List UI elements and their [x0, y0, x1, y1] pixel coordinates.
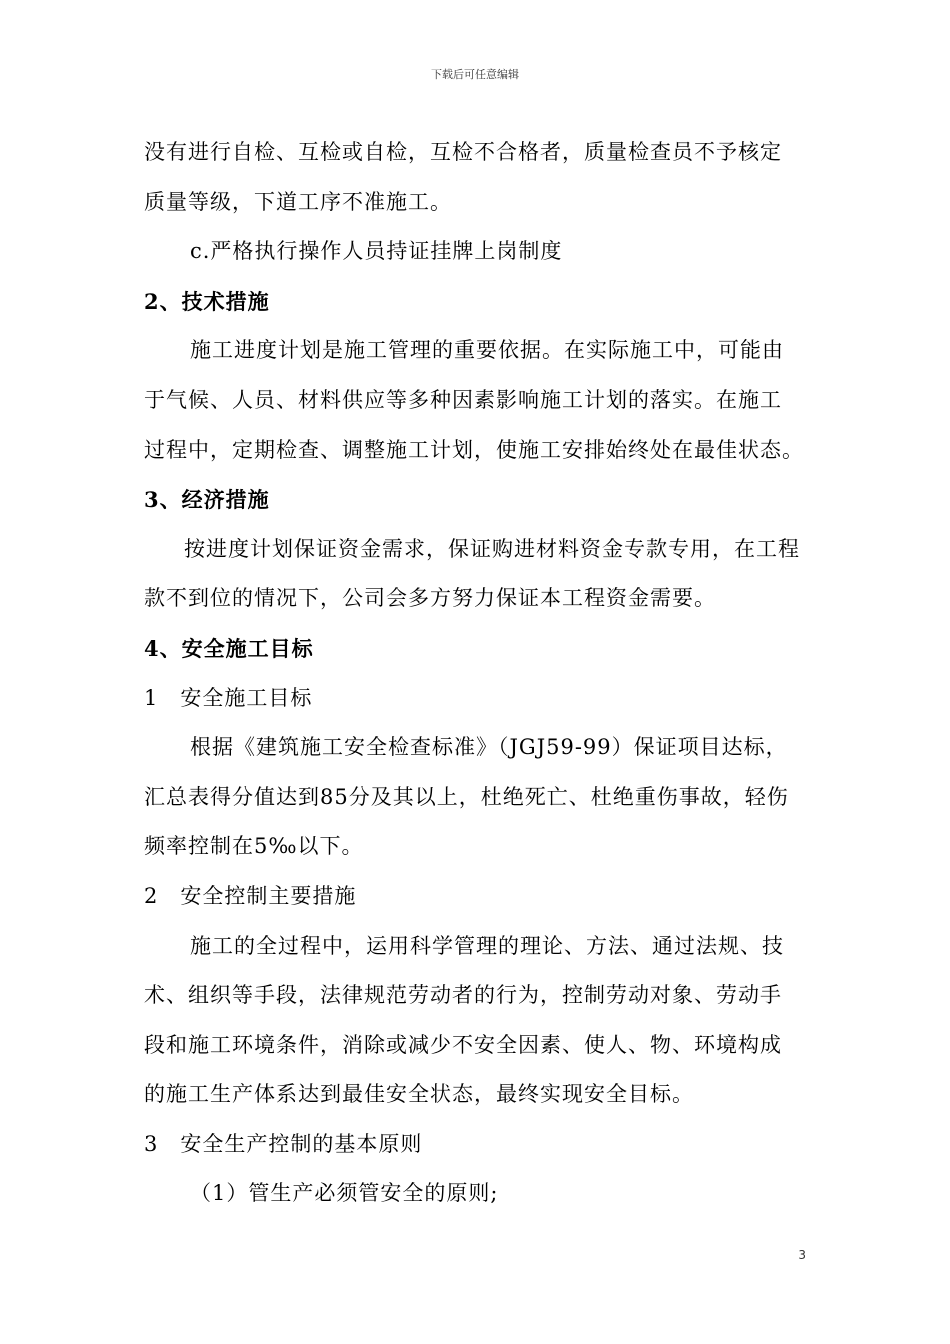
- subsection-heading: 2 安全控制主要措施: [144, 883, 357, 908]
- paragraph-line: 款不到位的情况下，公司会多方努力保证本工程资金需要。: [144, 586, 716, 611]
- document-body: [144, 128, 804, 1219]
- paragraph-line: 施工进度计划是施工管理的重要依据。在实际施工中，可能由: [190, 338, 784, 363]
- paragraph-line: 汇总表得分值达到85分及其以上，杜绝死亡、杜绝重伤事故，轻伤: [144, 784, 789, 809]
- subsection-heading: 3 安全生产控制的基本原则: [144, 1131, 423, 1156]
- section-heading: 2、技术措施: [144, 288, 270, 314]
- paragraph-line: 按进度计划保证资金需求，保证购进材料资金专款专用，在工程: [184, 536, 800, 561]
- paragraph-line: 的施工生产体系达到最佳安全状态，最终实现安全目标。: [144, 1082, 694, 1107]
- paragraph-line: 质量等级，下道工序不准施工。: [144, 189, 452, 214]
- list-item: （1）管生产必须管安全的原则;: [190, 1181, 499, 1206]
- paragraph-line: 施工的全过程中，运用科学管理的理论、方法、通过法规、技: [190, 933, 784, 958]
- list-item: c.严格执行操作人员持证挂牌上岗制度: [190, 239, 563, 264]
- paragraph-line: 频率控制在5‰以下。: [144, 834, 364, 859]
- section-heading: 3、经济措施: [144, 487, 270, 513]
- page-number: 3: [798, 1248, 806, 1262]
- paragraph-line: 没有进行自检、互检或自检，互检不合格者，质量检查员不予核定: [144, 140, 782, 164]
- paragraph-line: 术、组织等手段，法律规范劳动者的行为，控制劳动对象、劳动手: [144, 983, 782, 1008]
- paragraph-line: 根据《建筑施工安全检查标准》（JGJ59-99）保证项目达标，: [190, 735, 788, 760]
- section-heading: 4、安全施工目标: [144, 635, 314, 661]
- page-header: 下载后可任意编辑: [431, 68, 519, 81]
- paragraph-line: 段和施工环境条件，消除或减少不安全因素、使人、物、环境构成: [144, 1032, 782, 1057]
- paragraph-line: 过程中，定期检查、调整施工计划，使施工安排始终处在最佳状态。: [144, 437, 804, 462]
- subsection-heading: 1 安全施工目标: [144, 685, 313, 710]
- paragraph-line: 于气候、人员、材料供应等多种因素影响施工计划的落实。在施工: [144, 387, 782, 412]
